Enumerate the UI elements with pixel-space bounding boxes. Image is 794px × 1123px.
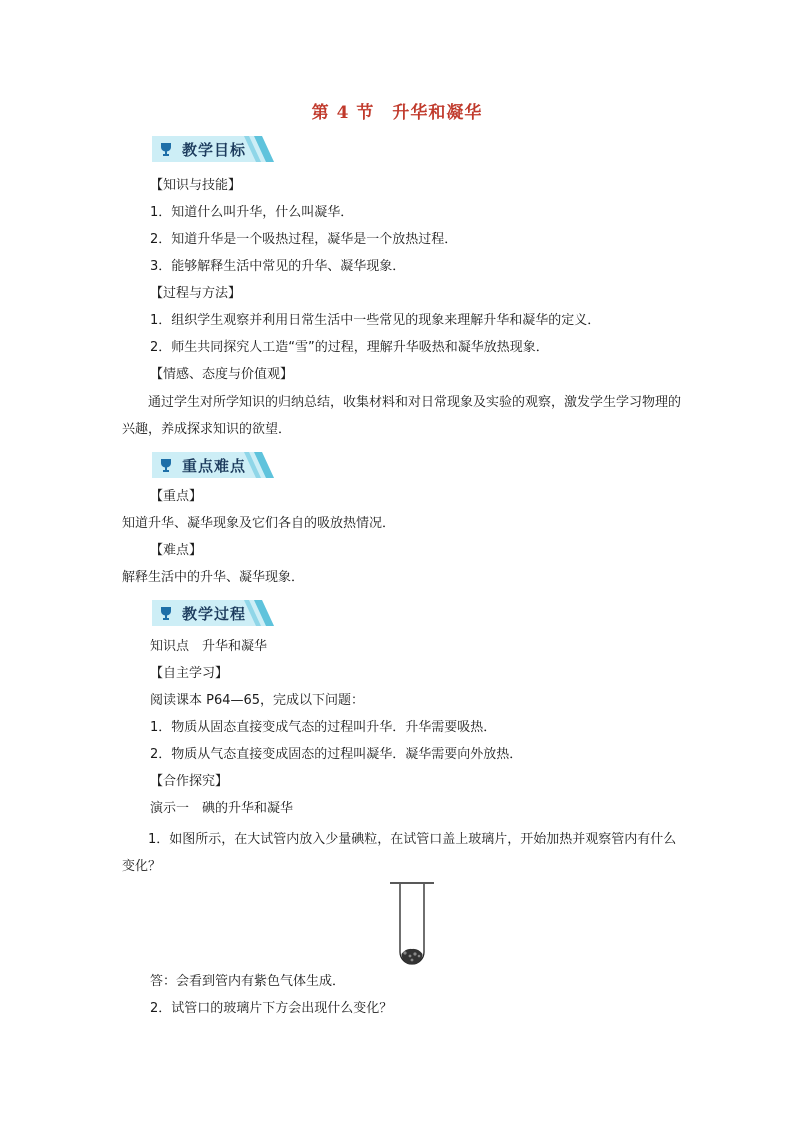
difficulty-text: 解释生活中的升华、凝华现象． bbox=[122, 570, 305, 585]
answer-1: 答：会看到管内有紫色气体生成． bbox=[150, 974, 346, 989]
inquiry-heading: 【合作探究】 bbox=[150, 774, 229, 789]
self-study-intro: 阅读课本 P64—65，完成以下问题： bbox=[150, 693, 365, 708]
lesson-title: 第 4 节 升华和凝华 bbox=[311, 103, 483, 123]
method-item: 1．组织学生观察并利用日常生活中一些常见的现象来理解升华和凝华的定义． bbox=[150, 313, 601, 328]
knowledge-item: 1．知道什么叫升华，什么叫凝华． bbox=[150, 205, 354, 220]
knowledge-point: 知识点 升华和凝华 bbox=[150, 639, 268, 654]
knowledge-heading: 【知识与技能】 bbox=[150, 178, 242, 193]
demo-title: 演示一 碘的升华和凝华 bbox=[150, 801, 294, 816]
section-title: 教学目标 bbox=[182, 141, 247, 159]
difficulty-heading: 【难点】 bbox=[150, 543, 203, 558]
self-study-item: 1．物质从固态直接变成气态的过程叫升华．升华需要吸热． bbox=[150, 720, 497, 735]
self-study-item: 2．物质从气态直接变成固态的过程叫凝华．凝华需要向外放热． bbox=[150, 747, 523, 762]
trophy-icon bbox=[158, 141, 174, 157]
section-title: 重点难点 bbox=[182, 457, 247, 475]
attitude-paragraph: 通过学生对所学知识的归纳总结，收集材料和对日常现象及实验的观察，激发学生学习物理的兴趣，养成探求知识的欲望． bbox=[122, 395, 682, 437]
trophy-icon bbox=[158, 605, 174, 621]
method-item: 2．师生共同探究人工造“雪”的过程，理解升华吸热和凝华放热现象． bbox=[150, 340, 549, 355]
demo-question-1: 1．如图所示，在大试管内放入少量碘粒，在试管口盖上玻璃片，开始加热并观察管内有什么变化？ bbox=[122, 832, 677, 874]
section-banner-objectives bbox=[150, 136, 274, 162]
trophy-icon bbox=[158, 457, 174, 473]
focus-text: 知道升华、凝华现象及它们各自的吸放热情况． bbox=[122, 516, 396, 531]
knowledge-item: 2．知道升华是一个吸热过程，凝华是一个放热过程． bbox=[150, 232, 458, 247]
attitude-heading: 【情感、态度与价值观】 bbox=[150, 367, 294, 382]
demo-question-2: 2．试管口的玻璃片下方会出现什么变化？ bbox=[150, 1001, 393, 1016]
knowledge-item: 3．能够解释生活中常见的升华、凝华现象． bbox=[150, 259, 406, 274]
section-banner-keypoints bbox=[150, 452, 274, 478]
focus-heading: 【重点】 bbox=[150, 489, 203, 504]
section-banner-process bbox=[150, 600, 274, 626]
self-study-heading: 【自主学习】 bbox=[150, 666, 229, 681]
test-tube-diagram bbox=[388, 880, 436, 970]
method-heading: 【过程与方法】 bbox=[150, 286, 242, 301]
section-title: 教学过程 bbox=[182, 605, 247, 623]
